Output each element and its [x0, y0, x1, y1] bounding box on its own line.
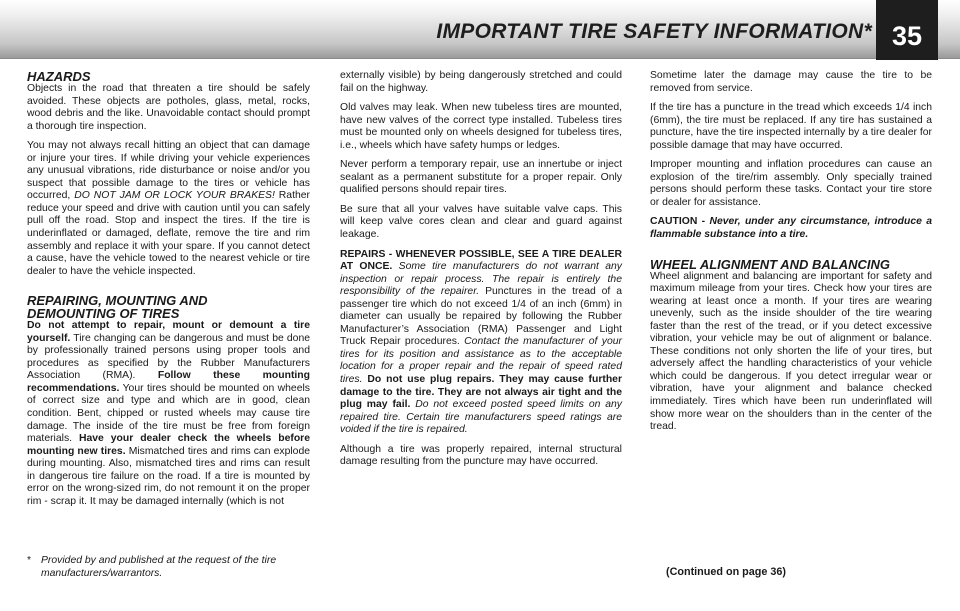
footnote-asterisk: * [27, 555, 32, 566]
wheel-alignment-heading: WHEEL ALIGNMENT AND BALANCING [650, 256, 891, 272]
repairing-heading: REPAIRING, MOUNTING AND DEMOUNTING OF TIRES [27, 293, 208, 322]
footnote-text: Provided by and published at the request of the tire manufacturers/warrantors. [41, 555, 277, 579]
page-number: 35 [876, 0, 938, 60]
col3-paragraph-2: If the tire has a puncture in the tread which exceeds 1/4 inch (6mm), the tire must be replaced. If any tire has sustained a puncture, have the tire inspected internally by a tire dealer for possible damage that may have occurred. [650, 102, 932, 151]
col2-paragraph-4: Be sure that all your valves have suitable valve caps. This will keep valve cores clean and clear and guard against leakage. [340, 203, 622, 241]
repairs-paragraph: REPAIRS - WHENEVER POSSIBLE, SEE A TIRE DEALER AT ONCE. Some tire manufacturers do not warrant any inspection or repair process. The repair is entirely the responsibility of the repairer. Punctures in the tread of a passenger tire which do not exceed 1/4 of an inch (6mm) in diameter can usually be repaired by following the Rubber Manufacturer’s Association (RMA) Passenger and Light Truck Repair procedures. Contact the manufacturer of your tires for its position and assistance as to the acceptable location for a proper repair and the repair of speed rated tires. Do not use plug repairs. They may cause further damage to the tire. They are not always air tight and the plug may fail. Do not exceed posted speed limits on any repaired tire. Certain tire manufacturers speed ratings are voided if the tire is repaired. [340, 248, 622, 436]
column-2 [340, 70, 622, 476]
continued-note: (Continued on page 36) [666, 566, 786, 578]
page-title: IMPORTANT TIRE SAFETY INFORMATION* [436, 20, 872, 43]
hazards-paragraph-2: You may not always recall hitting an object that can damage or injure your tires. If while driving your vehicle experiences any unusual vibrations, ride disturbance or noise and/or you suspect that possible damage to the tires or vehicle has occurred, DO NOT JAM OR LOCK YOUR BRAKES! Rather reduce your speed and drive with caution until you can safely pull off the road. Stop and inspect the tires. If the tire is underinflated or damaged, deflate, remove the tire and rim assembly and replace it with your spare. If you cannot detect a cause, have the vehicle towed to the nearest vehicle or tire dealer to have the vehicle inspected. [27, 140, 310, 277]
column-1 [27, 70, 310, 515]
col3-paragraph-1: Sometime later the damage may cause the tire to be removed from service. [650, 70, 932, 94]
hazards-heading: HAZARDS [27, 69, 91, 84]
caution-paragraph: CAUTION - Never, under any circumstance, introduce a flammable substance into a tire. [650, 216, 932, 241]
footnote [27, 555, 312, 580]
col2-paragraph-6: Although a tire was properly repaired, internal structural damage resulting from the puncture may have occurred. [340, 443, 622, 468]
wheel-alignment-paragraph: Wheel alignment and balancing are important for safety and maximum mileage from your tires. Check how your tires are wearing at least once a month. If your tires are wearing unevenly, such as the inside shoulder of the tire wearing faster than the rest of the tread, or if you detect excessive vibration, your vehicle may be out of alignment or balance. These conditions not only shorten the life of your tires, but adversely affect the handling characteristics of your vehicle which could be dangerous. If you detect irregular wear or vibration, have your alignment and balance checked immediately. Tires which have been run underinflated will show more wear on the shoulders than in the center of the tread. [650, 270, 932, 433]
col3-paragraph-3: Improper mounting and inflation procedures can cause an explosion of the tire/rim assembly. Only specially trained persons should perform these tasks. Contact your tire store or dealer for assistance. [650, 159, 932, 208]
brake-warning: DO NOT JAM OR LOCK YOUR BRAKES! [74, 190, 275, 202]
column-3 [650, 70, 932, 441]
hazards-paragraph-1: Objects in the road that threaten a tire should be safely avoided. These objects are potholes, glass, metal, rocks, wood debris and the like. Unavoidable contact should prompt a thorough tire inspection. [27, 83, 310, 132]
col2-paragraph-1: externally visible) by being dangerously stretched and could fail on the highway. [340, 70, 622, 94]
col2-paragraph-2: Old valves may leak. When new tubeless tires are mounted, have new valves of the correct type installed. Tubeless tires must be mounted only on wheels designed for tubeless tires, i.e., wheels which have safety humps or ledges. [340, 102, 622, 151]
page-header [0, 0, 960, 59]
col2-paragraph-3: Never perform a temporary repair, use an innertube or inject sealant as a permanent substitute for a proper repair. Only qualified persons should repair tires. [340, 159, 622, 196]
repairing-paragraph: Do not attempt to repair, mount or demount a tire yourself. Tire changing can be dangerous and must be done by professionally trained persons using proper tools and procedures as specified by the Rubber Manufacturers Association (RMA). Follow these mounting recommendations. Your tires should be mounted on wheels of correct size and type and which are in good, clean condition. Bent, chipped or rusted wheels may cause tire damage. The inside of the tire must be free from foreign materials. Have your dealer check the wheels before mounting new tires. Mismatched tires and rims can explode during mounting. Also, mismatched tires and rims can result in dangerous tire failure on the road. If a tire is mounted by error on the wrong-sized rim, do not remount it on the proper rim - scrap it. It may be damaged internally (which is not [27, 320, 311, 507]
